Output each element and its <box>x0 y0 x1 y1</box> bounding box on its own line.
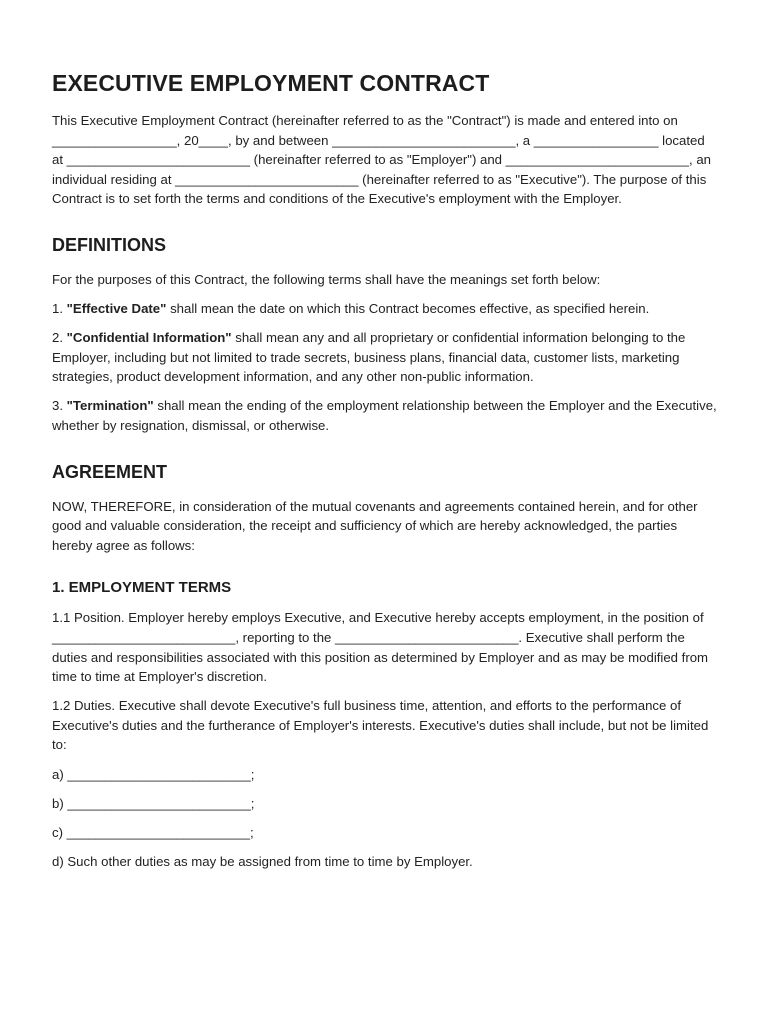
intro-paragraph: This Executive Employment Contract (hereinafter referred to as the "Contract") is made and entered into on _________________, 20____, by and between _________________________, a _________________ located at _________________________ (hereinafter referred to as "Employer") and _________________________, an individual residing at _________________________ (hereinafter referred to as "Executive"). The purpose of this Contract is to set forth the terms and conditions of the Executive's employment with the Employer. <box>52 113 712 207</box>
definition-term: "Termination" <box>66 398 154 414</box>
duty-item-c: c) _________________________; <box>52 824 254 840</box>
duty-item-d: d) Such other duties as may be assigned from time to time by Employer. <box>52 853 473 869</box>
definitions-heading: DEFINITIONS <box>52 234 167 255</box>
agreement-paragraph: NOW, THEREFORE, in consideration of the mutual covenants and agreements contained herein, and for other good and valuable consideration, the receipt and sufficiency of which are hereby acknowledged, the parties hereby agree as follows: <box>52 498 698 553</box>
duty-item-b: b) _________________________; <box>52 795 255 811</box>
definition-number: 2. <box>52 330 63 346</box>
definition-term: "Confidential Information" <box>66 330 232 346</box>
definition-text: shall mean the date on which this Contract becomes effective, as specified herein. <box>170 301 650 317</box>
duty-item-a: a) _________________________; <box>52 766 255 782</box>
definition-item <box>52 328 718 387</box>
document-title: EXECUTIVE EMPLOYMENT CONTRACT <box>52 70 490 96</box>
employment-terms-heading: 1. EMPLOYMENT TERMS <box>52 579 232 597</box>
definition-term: "Effective Date" <box>66 301 167 317</box>
definition-text: shall mean any and all proprietary or confidential information belonging to the Employer, including but not limited to trade secrets, business plans, financial data, customer lists, marketing strategies, product development information, and any other non-public information. <box>52 330 686 385</box>
definition-text: shall mean the ending of the employment relationship between the Employer and the Executive, whether by resignation, dismissal, or otherwise. <box>52 398 717 434</box>
agreement-heading: AGREEMENT <box>52 461 168 482</box>
definition-item <box>52 299 718 319</box>
position-clause: 1.1 Position. Employer hereby employs Executive, and Executive hereby accepts employment, in the position of _________________________, reporting to the _________________________. Executive shall perform the duties and responsibilities associated with this position as determined by Employer and as may be modified from time to time at Employer's discretion. <box>52 610 709 685</box>
definition-number: 1. <box>52 301 63 317</box>
duties-clause: 1.2 Duties. Executive shall devote Executive's full business time, attention, and efforts to the performance of Executive's duties and the furtherance of Employer's interests. Executive's duties shall include, but not be limited to: <box>52 698 709 753</box>
definition-item <box>52 396 718 435</box>
definition-number: 3. <box>52 398 63 414</box>
definitions-lead: For the purposes of this Contract, the following terms shall have the meanings set forth below: <box>52 271 601 287</box>
